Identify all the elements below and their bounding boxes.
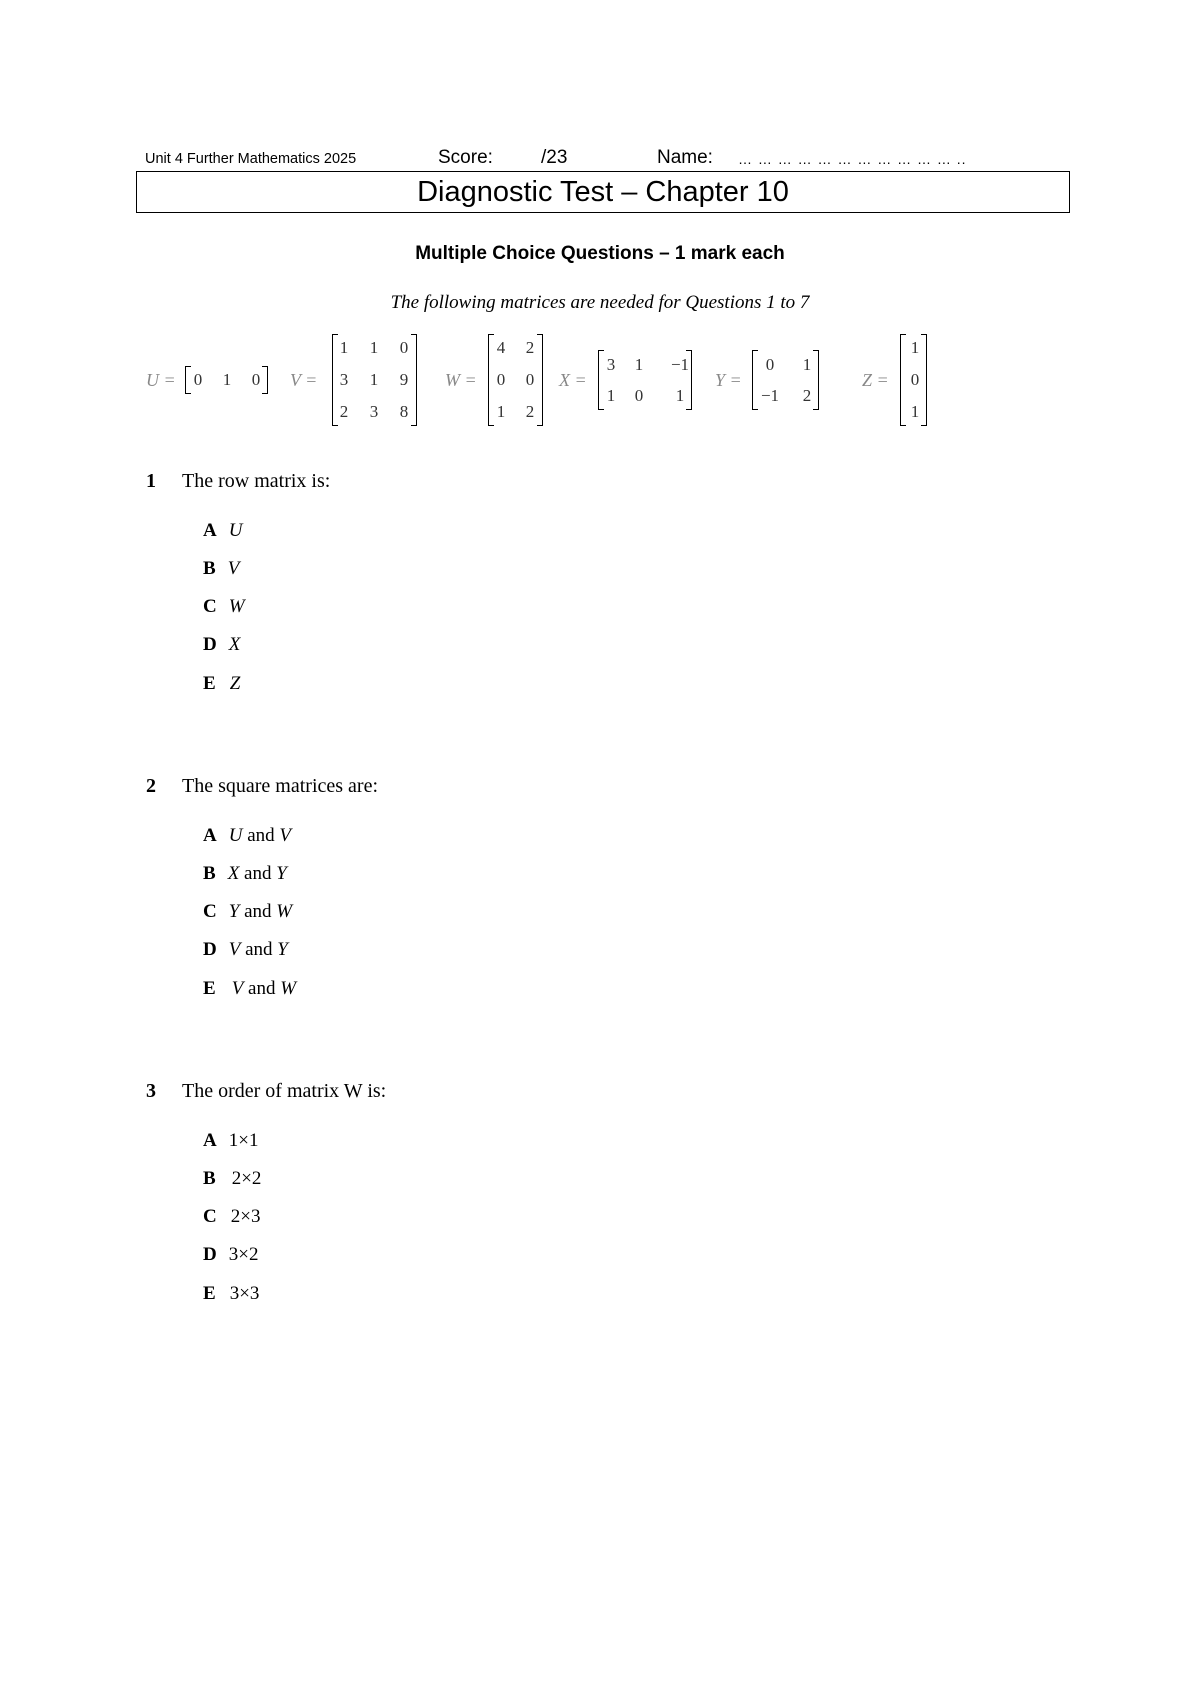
matrix-z-cell: 1 xyxy=(910,402,920,421)
matrix-v-cell: 3 xyxy=(339,370,349,389)
option-letter: C xyxy=(203,596,217,617)
option-c[interactable] xyxy=(203,596,245,618)
option-letter: A xyxy=(203,1130,217,1151)
matrix-x-cell: 0 xyxy=(634,386,644,405)
matrix-w-cell: 0 xyxy=(496,370,506,389)
option-value: W xyxy=(228,596,245,617)
matrix-x-bracket-right xyxy=(686,350,692,410)
matrix-y-cell: 1 xyxy=(802,355,812,374)
option-letter: B xyxy=(203,1168,216,1189)
option-value-first: U xyxy=(228,825,243,846)
question-number: 1 xyxy=(146,470,156,492)
option-letter: C xyxy=(203,1206,217,1227)
matrix-v-bracket-right xyxy=(411,334,417,426)
matrix-y-cell: 0 xyxy=(765,355,775,374)
matrix-z-bracket-right xyxy=(921,334,927,426)
matrix-v-label: V = xyxy=(290,370,318,390)
option-value: Z xyxy=(229,673,241,694)
matrix-w-cell: 1 xyxy=(496,402,506,421)
option-and: and xyxy=(245,939,273,960)
option-letter: D xyxy=(203,1244,217,1265)
option-letter: D xyxy=(203,634,217,655)
matrix-w-label: W = xyxy=(445,370,477,390)
question-number: 3 xyxy=(146,1080,156,1102)
name-label: Name: xyxy=(657,147,713,168)
option-value-first: X xyxy=(227,863,240,884)
option-letter: E xyxy=(203,1283,216,1304)
score-value: /23 xyxy=(541,147,568,168)
matrix-y-bracket-right xyxy=(813,350,819,410)
option-value-second: W xyxy=(276,901,293,922)
option-value-second: V xyxy=(279,825,292,846)
matrix-u-bracket-right xyxy=(262,366,268,394)
option-value: 3×3 xyxy=(229,1283,260,1304)
matrix-x-label: X = xyxy=(559,370,587,390)
matrix-z-label: Z = xyxy=(862,370,889,390)
option-value: 2×2 xyxy=(231,1168,262,1189)
question-3 xyxy=(0,1080,1200,1320)
option-and: and xyxy=(247,825,275,846)
option-b[interactable] xyxy=(203,558,239,580)
option-letter: A xyxy=(203,825,217,846)
matrix-w-cell: 4 xyxy=(496,338,506,357)
option-value: 1×1 xyxy=(228,1130,259,1151)
option-value-second: W xyxy=(280,978,297,999)
matrix-z-cell: 1 xyxy=(910,338,920,357)
question-1 xyxy=(0,470,1200,710)
option-a[interactable] xyxy=(203,1130,258,1152)
score-label: Score: xyxy=(438,147,493,168)
matrix-z-cell: 0 xyxy=(910,370,920,389)
option-value: V xyxy=(227,558,240,579)
option-letter: E xyxy=(203,978,216,999)
matrix-v-cell: 1 xyxy=(339,338,349,357)
option-letter: D xyxy=(203,939,217,960)
question-2 xyxy=(0,775,1200,1015)
option-letter: A xyxy=(203,520,217,541)
matrix-u-cell: 0 xyxy=(193,370,203,389)
matrix-x-cell: 1 xyxy=(675,386,685,405)
option-letter: E xyxy=(203,673,216,694)
option-e[interactable] xyxy=(203,978,296,1000)
matrix-x-cell: 1 xyxy=(606,386,616,405)
matrix-y-cell: −1 xyxy=(760,386,780,405)
option-and: and xyxy=(244,901,272,922)
option-a[interactable] xyxy=(203,520,242,542)
option-b[interactable] xyxy=(203,1168,261,1190)
option-d[interactable] xyxy=(203,1244,258,1266)
matrix-u-cell: 0 xyxy=(251,370,261,389)
matrix-w-bracket-right xyxy=(537,334,543,426)
question-text: The row matrix is: xyxy=(182,470,331,492)
matrix-v-cell: 9 xyxy=(399,370,409,389)
question-text: The square matrices are: xyxy=(182,775,379,797)
option-letter: C xyxy=(203,901,217,922)
matrix-v-cell: 2 xyxy=(339,402,349,421)
option-value: X xyxy=(228,634,241,655)
matrix-u-label: U = xyxy=(146,370,176,390)
option-c[interactable] xyxy=(203,901,292,923)
course-title: Unit 4 Further Mathematics 2025 xyxy=(145,151,357,167)
option-value: 3×2 xyxy=(228,1244,259,1265)
option-value-first: V xyxy=(228,939,241,960)
option-b[interactable] xyxy=(203,863,287,885)
matrix-v-cell: 1 xyxy=(369,370,379,389)
matrix-x-cell: 3 xyxy=(606,355,616,374)
matrix-u-cell: 1 xyxy=(222,370,232,389)
option-and: and xyxy=(244,863,272,884)
option-letter: B xyxy=(203,863,216,884)
matrix-definitions xyxy=(0,330,1200,440)
page-title: Diagnostic Test – Chapter 10 xyxy=(136,171,1070,213)
option-e[interactable] xyxy=(203,1283,259,1305)
option-value: 2×3 xyxy=(230,1206,261,1227)
matrix-w-cell: 2 xyxy=(525,338,535,357)
section-heading: Multiple Choice Questions – 1 mark each xyxy=(415,243,785,264)
matrices-intro: The following matrices are needed for Questions 1 to 7 xyxy=(390,292,810,313)
matrix-v-cell: 8 xyxy=(399,402,409,421)
option-d[interactable] xyxy=(203,634,240,656)
matrix-y-label: Y = xyxy=(715,370,742,390)
matrix-y-cell: 2 xyxy=(802,386,812,405)
matrix-x-cell: −1 xyxy=(670,355,690,374)
matrix-v-cell: 1 xyxy=(369,338,379,357)
matrix-v-cell: 0 xyxy=(399,338,409,357)
name-blank: … … … … … … … … … … … .. xyxy=(738,151,967,167)
matrix-v-cell: 3 xyxy=(369,402,379,421)
option-value-first: V xyxy=(231,978,244,999)
option-value: U xyxy=(228,520,243,541)
option-letter: B xyxy=(203,558,216,579)
option-value-second: Y xyxy=(276,863,287,884)
option-c[interactable] xyxy=(203,1206,260,1228)
option-d[interactable] xyxy=(203,939,288,961)
option-value-first: Y xyxy=(228,901,240,922)
option-and: and xyxy=(248,978,276,999)
question-text: The order of matrix W is: xyxy=(182,1080,387,1102)
option-value-second: Y xyxy=(277,939,288,960)
question-number: 2 xyxy=(146,775,156,797)
option-a[interactable] xyxy=(203,825,291,847)
matrix-w-cell: 2 xyxy=(525,402,535,421)
matrix-w-cell: 0 xyxy=(525,370,535,389)
option-e[interactable] xyxy=(203,673,240,695)
matrix-x-cell: 1 xyxy=(634,355,644,374)
